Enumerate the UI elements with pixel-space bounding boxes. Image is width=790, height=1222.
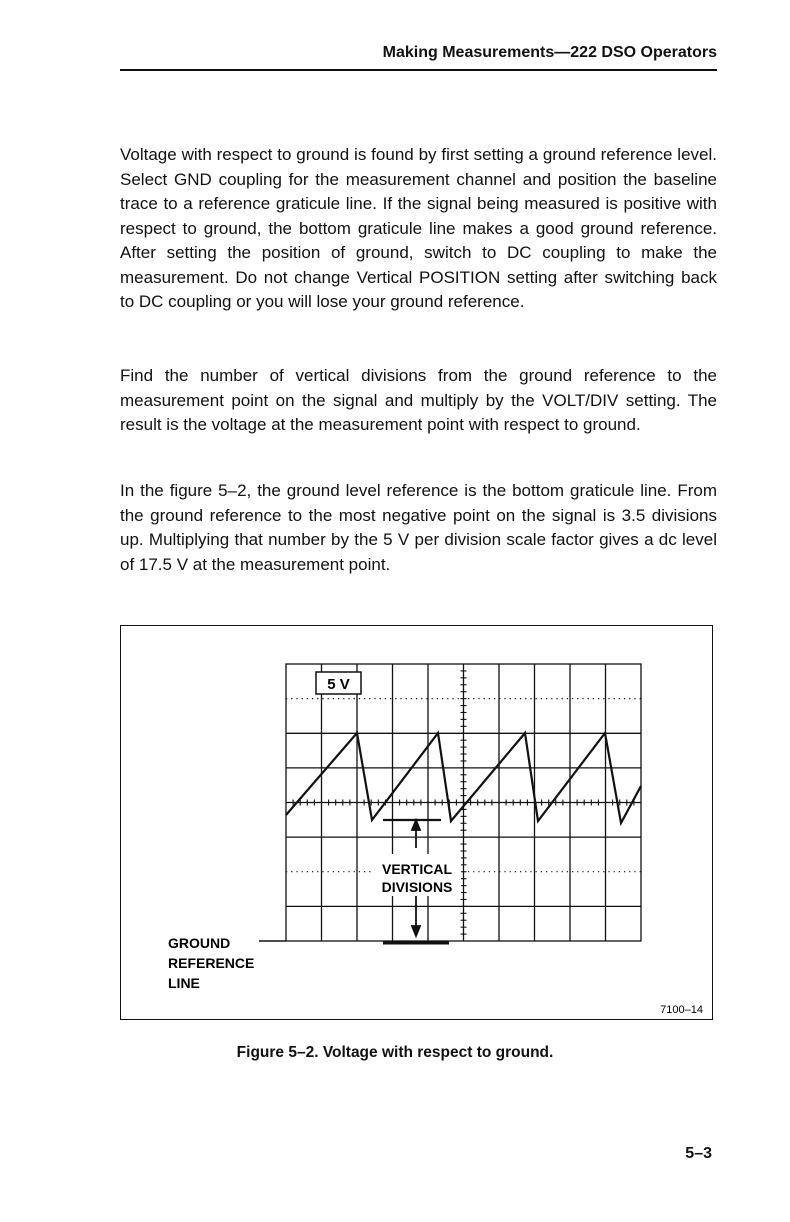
header-rule [120, 69, 717, 71]
vertical-label: VERTICAL [382, 861, 452, 877]
oscilloscope-figure [121, 626, 712, 1019]
ground-label-line-3: LINE [168, 975, 200, 991]
figure-frame [120, 625, 713, 1020]
paragraph-figure-example: In the figure 5–2, the ground level reference is the bottom graticule line. From the ground reference to the most negative point on the signal is 3.5 divisions up. Multiplying that number by the 5 V per division scale factor gives a dc level of 17.5 V at the measurement point. [120, 481, 717, 574]
figure-id: 7100–14 [660, 1004, 703, 1016]
page-number: 5–3 [685, 1145, 712, 1162]
volts-per-div-label: 5 V [327, 676, 350, 693]
figure-caption: Figure 5–2. Voltage with respect to ground. [236, 1044, 554, 1061]
running-header: Making Measurements—222 DSO Operators [382, 44, 717, 61]
divisions-label: DIVISIONS [381, 879, 453, 895]
ground-label-line-2: REFERENCE [168, 955, 255, 971]
paragraph-ground-reference: Voltage with respect to ground is found by first setting a ground reference level. Select GND coupling for the measurement channel and position the baseline trace to a reference graticule line. If the signal being measured is positive with respect to ground, the bottom graticule line makes a good ground reference. After setting the position of ground, switch to DC coupling to make the measurement. Do not change Vertical POSITION setting after switching back to DC coupling or you will lose your ground reference. [120, 145, 717, 311]
paragraph-vertical-divisions: Find the number of vertical divisions from the ground reference to the measurement point on the signal and multiply by the VOLT/DIV setting. The result is the voltage at the measurement point with respect to ground. [120, 366, 717, 434]
ground-label-line-1: GROUND [168, 935, 231, 951]
